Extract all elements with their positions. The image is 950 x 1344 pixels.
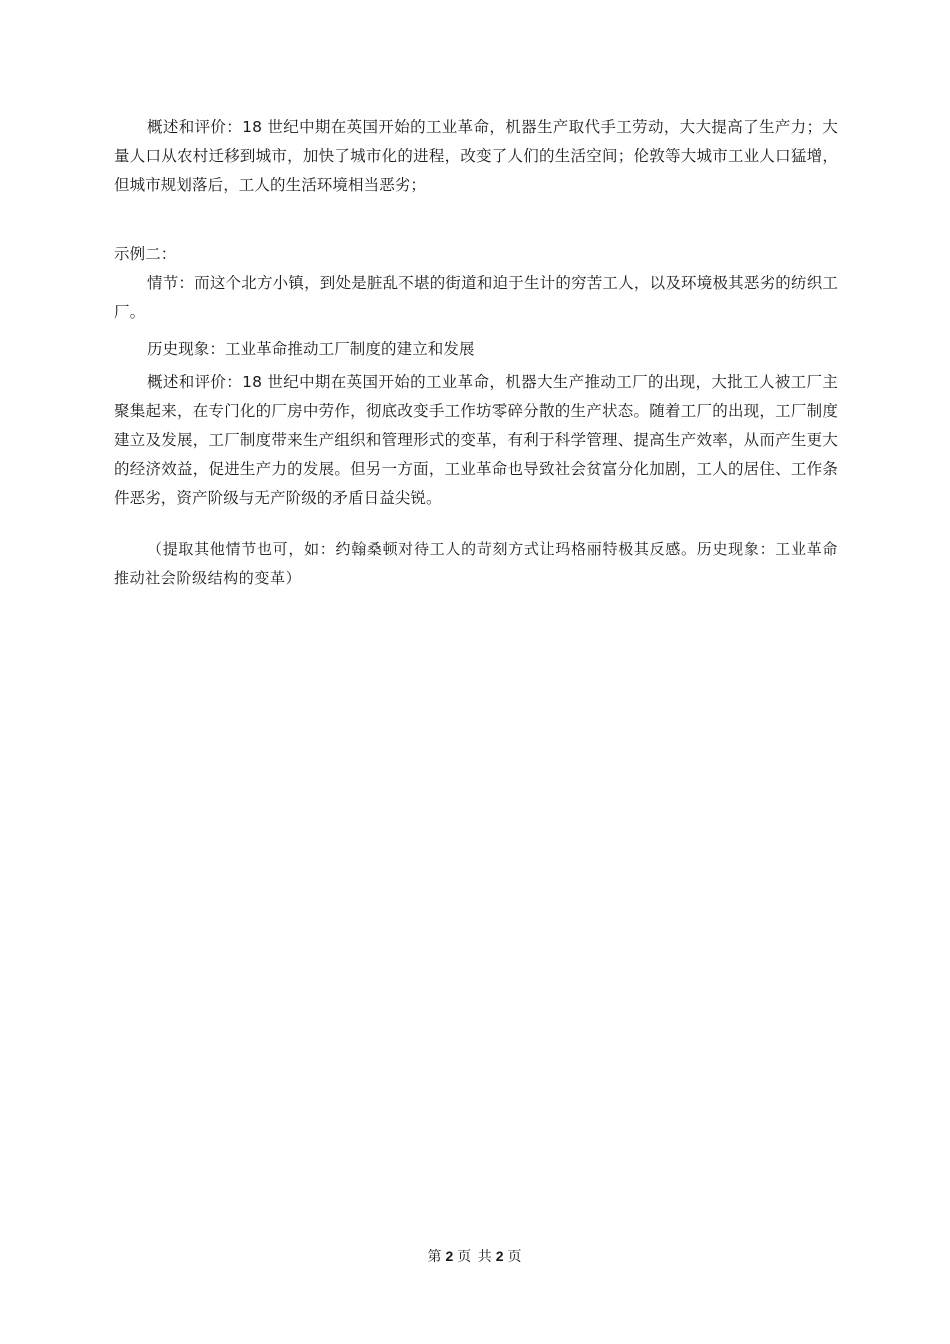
footer-middle: 页 共 [457, 1249, 493, 1265]
example-heading: 示例二： [114, 245, 177, 263]
footer-prefix: 第 [427, 1249, 443, 1265]
footer-suffix: 页 [507, 1249, 523, 1265]
summary-paragraph-2: 概述和评价：18 世纪中期在英国开始的工业革命，机器大生产推动工厂的出现，大批工人被工厂主聚集起来，在专门化的厂房中劳作，彻底改变手工作坊零碎分散的生产状态。随着工厂的出现，工厂制度建立及发展，工厂制度带来生产组织和管理形式的变革，有利于科学管理、提高生产效率，从而产生更大的经济效益，促进生产力的发展。但另一方面，工业革命也导致社会贫富分化加剧，工人的居住、工作条件恶劣，资产阶级与无产阶级的矛盾日益尖锐。 [114, 373, 838, 507]
summary-paragraph-1: 概述和评价：18 世纪中期在英国开始的工业革命，机器生产取代手工劳动，大大提高了生产力；大量人口从农村迁移到城市，加快了城市化的进程，改变了人们的生活空间；伦敦等大城市工业人口猛增，但城市规划落后，工人的生活环境相当恶劣； [114, 118, 838, 194]
footer-current-page: 2 [445, 1248, 455, 1264]
footer-total-pages: 2 [495, 1248, 505, 1264]
plot-paragraph: 情节：而这个北方小镇，到处是脏乱不堪的街道和迫于生计的穷苦工人，以及环境极其恶劣的纺织工厂。 [114, 274, 838, 321]
supplementary-note: （提取其他情节也可，如：约翰桑顿对待工人的苛刻方式让玛格丽特极其反感。历史现象：工业革命推动社会阶级结构的变革） [114, 540, 838, 587]
historical-phenomenon: 历史现象：工业革命推动工厂制度的建立和发展 [147, 340, 475, 358]
page-footer [0, 1246, 950, 1267]
